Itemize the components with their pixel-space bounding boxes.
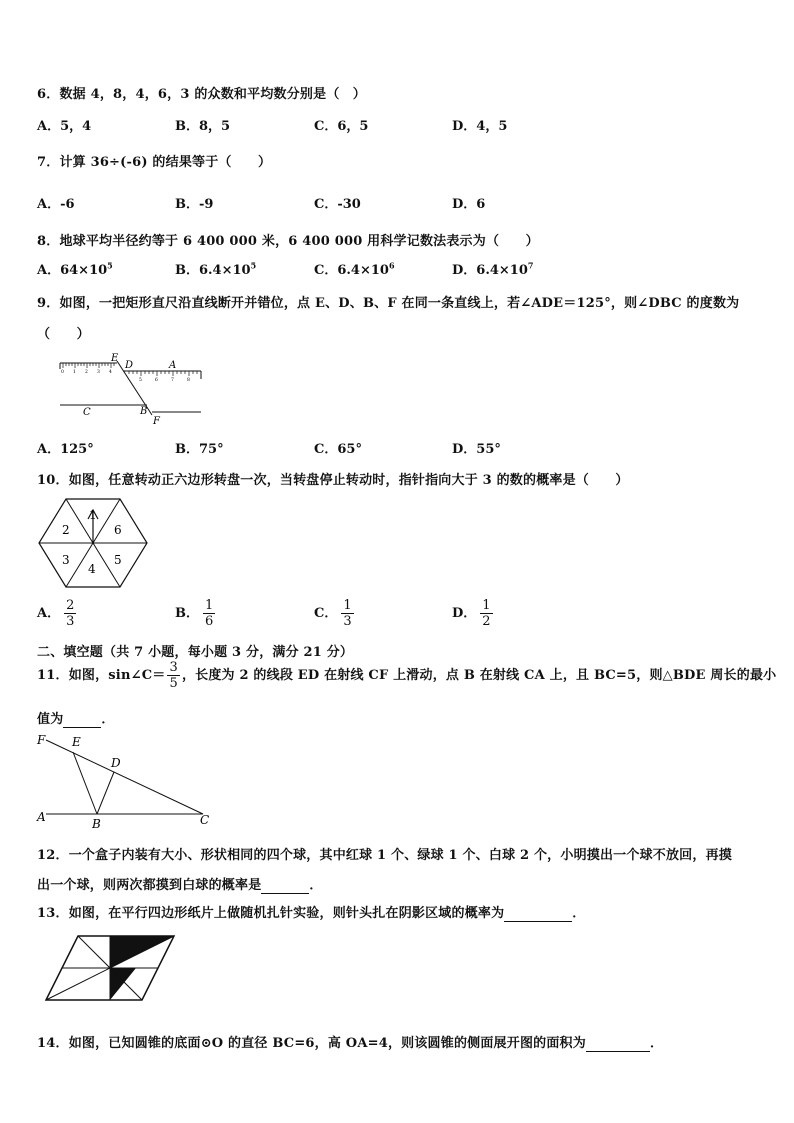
q7-option-a: A．-6	[37, 197, 75, 212]
q8-option-d: D．$6.4\times 10^7$	[452, 260, 534, 278]
q10-option-b: B． $\frac{1}{6}$	[175, 598, 214, 629]
q8-option-c: C．$6.4\times 10^6$	[314, 260, 395, 278]
q9-left-ruler	[60, 363, 117, 375]
q9-option-b: B．75°	[175, 442, 224, 457]
q11-label-c: C	[200, 813, 210, 827]
q10-sector-4: 4	[88, 562, 96, 576]
q6-option-c: C．6，5	[314, 119, 369, 134]
q13-stem: 13．如图，在平行四边形纸片上做随机扎针实验，则针头扎在阴影区域的概率为 ．	[37, 906, 586, 921]
q14-stem: 14．如图，已知圆锥的底面⊙O 的直径 BC=6，高 OA=4，则该圆锥的侧面展开图的面积为 ．	[37, 1036, 664, 1051]
q8-stem: 8．地球平均半径约等于 6 400 000 米，6 400 000 用科学记数法表示为（ ）	[37, 234, 539, 249]
q8-option-b: B．$6.4\times 10^5$	[175, 260, 257, 278]
q9-stem: 9．如图，一把矩形直尺沿直线断开并错位，点 E、D、B、F 在同一条直线上，若∠ADE＝125°，则∠DBC 的度数为	[37, 296, 740, 311]
q9-option-a: A．125°	[37, 442, 94, 457]
q9-stem-cont: （ ）	[37, 327, 90, 342]
q9-right-ruler	[123, 371, 201, 383]
q11-label-d: D	[111, 756, 121, 770]
q11-label-b: B	[92, 817, 101, 831]
q11-triangle-figure	[34, 728, 214, 832]
q11-segment-be	[73, 752, 97, 814]
q10-sector-1: 1	[89, 508, 97, 522]
section-heading-fill-in: 二、填空题（共 7 小题，每小题 3 分，满分 21 分）	[37, 645, 354, 660]
q12-stem: 12．一个盒子内装有大小、形状相同的四个球，其中红球 1 个、绿球 1 个、白球 2 个，小明摸出一个球不放回，再摸	[37, 848, 732, 863]
q13-parallelogram-figure	[40, 932, 180, 1004]
q9-label-f: F	[153, 416, 160, 427]
q10-sector-2: 2	[62, 523, 70, 537]
q9-tick-4: 4	[109, 370, 112, 375]
q7-option-d: D．6	[452, 197, 486, 212]
q9-tick-6: 6	[155, 378, 158, 383]
q10-option-d: D． $\frac{1}{2}$	[452, 598, 491, 629]
q11-segment-bd	[97, 772, 114, 814]
q9-tick-5: 5	[139, 378, 142, 383]
q10-option-c: C． $\frac{1}{3}$	[314, 598, 352, 629]
q9-tick-7: 7	[171, 378, 174, 383]
q6-stem: 6．数据 4，8，4，6，3 的众数和平均数分别是（ ）	[37, 87, 366, 102]
q10-sector-3: 3	[62, 553, 70, 567]
q9-ruler-figure	[55, 352, 210, 427]
q7-stem: 7．计算 36÷(-6) 的结果等于（ ）	[37, 155, 272, 170]
q11-label-a: A	[37, 810, 46, 824]
q10-sector-5: 5	[114, 553, 122, 567]
q6-option-b: B．8，5	[175, 119, 231, 134]
q9-tick-3: 3	[97, 370, 100, 375]
q11-answer-blank[interactable]	[63, 712, 101, 728]
q9-option-c: C．65°	[314, 442, 362, 457]
q10-option-a: A． $\frac{2}{3}$	[37, 598, 75, 629]
q9-tick-8: 8	[187, 378, 190, 383]
q9-tick-2: 2	[85, 370, 88, 375]
q9-label-e: E	[111, 353, 119, 364]
q11-label-e: E	[72, 735, 81, 749]
q6-option-d: D．4，5	[452, 119, 508, 134]
q9-label-b: B	[140, 406, 148, 417]
q12-stem-cont: 出一个球，则两次都摸到白球的概率是 ．	[37, 878, 323, 893]
q10-stem: 10．如图，任意转动正六边形转盘一次，当转盘停止转动时，指针指向大于 3 的数的概率是（ ）	[37, 473, 629, 488]
q12-answer-blank[interactable]	[261, 878, 309, 894]
q11-stem: 11．如图，sin∠C＝ $\frac{3}{5}$ ，长度为 2 的线段 ED 在射线 CF 上滑动，点 B 在射线 CA 上，且 BC=5，则△BDE 周长的最小	[37, 660, 777, 691]
q7-option-b: B．-9	[175, 197, 214, 212]
q13-answer-blank[interactable]	[504, 906, 572, 922]
q11-ray-cf	[46, 740, 203, 814]
q9-label-d: D	[125, 360, 134, 371]
q11-stem-cont: 值为 ．	[37, 712, 115, 727]
q10-sector-6: 6	[114, 523, 122, 537]
q9-label-c: C	[83, 407, 91, 418]
q9-option-d: D．55°	[452, 442, 501, 457]
q9-label-a: A	[169, 360, 177, 371]
q9-tick-1: 1	[73, 370, 76, 375]
q14-answer-blank[interactable]	[586, 1036, 650, 1052]
q13-shaded-bottom	[110, 968, 136, 1000]
q8-option-a: A．$64\times 10^5$	[37, 260, 113, 278]
q7-option-c: C．-30	[314, 197, 361, 212]
q6-option-a: A．5，4	[37, 119, 92, 134]
q10-hexagon-spinner	[36, 495, 152, 591]
q9-tick-0: 0	[61, 370, 64, 375]
q11-label-f: F	[37, 733, 46, 747]
